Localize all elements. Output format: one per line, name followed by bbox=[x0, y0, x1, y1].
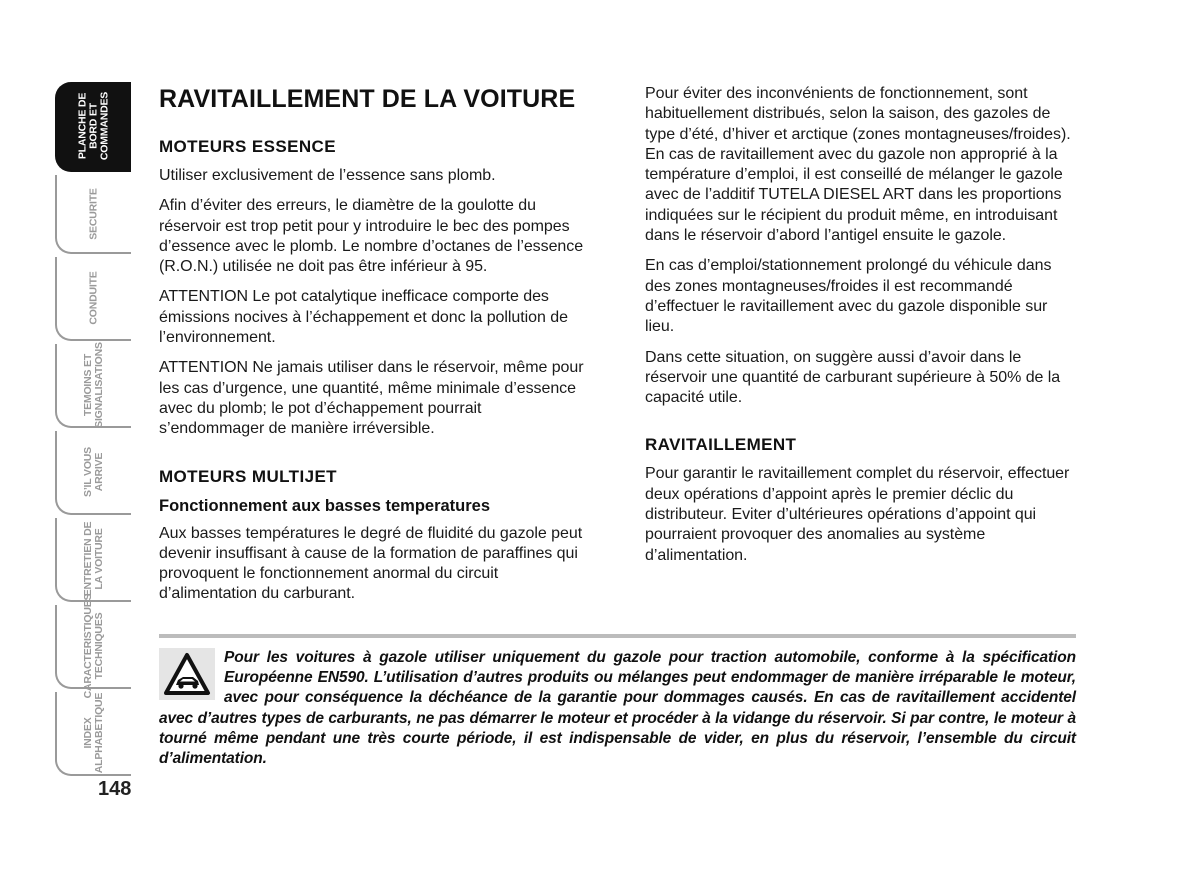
tab-label: ENTRETIEN DE LA VOITURE bbox=[82, 521, 105, 597]
warning-text: Pour les voitures à gazole utiliser uniquement du gazole pour traction automobile, conforme à la spécification Européenne EN590. L’utilisation d’autres produits ou mélanges peut endommager de manière irréparable le moteur, avec pour conséquence la déchéance de la garantie pour dommages causés. En cas de ravitaillement accidentel avec d’autres types de carburants, ne pas démarrer le moteur et procéder à la vidange du réservoir. Si par contre, le moteur à tourné même pendant une très courte période, il est indispensable de vider, en plus du réservoir, l’ensemble du circuit d’alimentation. bbox=[159, 649, 1076, 768]
paragraph: Aux basses températures le degré de fluidité du gazole peut devenir insuffisant à cause de la formation de paraffines qui provoquent le fonctionnement anormal du circuit d’alimentation du carburant. bbox=[159, 524, 583, 603]
tab-entretien[interactable] bbox=[55, 518, 131, 602]
paragraph: Utiliser exclusivement de l’essence sans plomb. bbox=[159, 167, 496, 184]
tab-label: S’IL VOUS ARRIVE bbox=[82, 447, 105, 497]
warning-box bbox=[159, 648, 1076, 769]
right-column bbox=[645, 84, 1077, 576]
tab-sil-vous-arrive[interactable] bbox=[55, 431, 131, 515]
tab-label: INDEX ALPHABETIQUE bbox=[82, 692, 105, 774]
tab-label: SECURITE bbox=[87, 187, 100, 240]
tab-label: CARACTERISTIQUES TECHNIQUES bbox=[82, 593, 105, 699]
tab-index[interactable] bbox=[55, 692, 131, 776]
section-heading-moteurs-multijet: MOTEURS MULTIJET bbox=[159, 466, 337, 486]
warning-car-triangle-icon bbox=[159, 648, 215, 700]
page-title: RAVITAILLEMENT DE LA VOITURE bbox=[159, 85, 576, 113]
section-tabs bbox=[55, 82, 131, 779]
paragraph: Pour garantir le ravitaillement complet du réservoir, effectuer deux opérations d’appoint après le premier déclic du distributeur. Eviter d’ultérieures opérations d’appoint qui pourraient provoquer des anomalies au système d’alimentation. bbox=[645, 465, 1070, 564]
tab-label: TEMOINS ET SIGNALISATIONS bbox=[82, 342, 105, 428]
page-number: 148 bbox=[98, 778, 132, 800]
tab-temoins[interactable] bbox=[55, 344, 131, 428]
tab-securite[interactable] bbox=[55, 175, 131, 254]
paragraph: Afin d’éviter des erreurs, le diamètre de la goulotte du réservoir est trop petit pour y introduire le bec des pompes d’essence avec le plomb. Le nombre d’octanes de l’essence (R.O.N.) utilisée ne doit pas être inférieur à 95. bbox=[159, 197, 584, 276]
tab-planche-de-bord[interactable] bbox=[55, 82, 131, 172]
tab-conduite[interactable] bbox=[55, 257, 131, 341]
warning-divider bbox=[159, 634, 1076, 638]
paragraph: Dans cette situation, on suggère aussi d’avoir dans le réservoir une quantité de carburant supérieure à 50% de la capacité utile. bbox=[645, 348, 1061, 407]
section-heading-moteurs-essence: MOTEURS ESSENCE bbox=[159, 137, 336, 156]
subheading-basses-temperatures: Fonctionnement aux basses temperatures bbox=[159, 496, 491, 515]
section-heading-ravitaillement: RAVITAILLEMENT bbox=[645, 435, 797, 455]
paragraph: Pour éviter des inconvénients de fonctionnement, sont habituellement distribués, selon la saison, des gazoles de type d’été, d’hiver et arctique (zones montagneuses/froides). En cas de ravitaillement avec du gazole non approprié à la température d’emploi, il est conseillé de mélanger le gazole avec de l’additif TUTELA DIESEL ART dans les proportions indiquées sur le récipient du produit même, en introduisant dans le réservoir d’abord l’antigel ensuite le gazole. bbox=[645, 85, 1071, 245]
paragraph: ATTENTION Le pot catalytique inefficace comporte des émissions nocives à l’échappement et donc la pollution de l’environnement. bbox=[159, 288, 568, 347]
left-column bbox=[159, 84, 591, 615]
tab-label: CONDUITE bbox=[87, 271, 100, 325]
paragraph: En cas d’emploi/stationnement prolongé du véhicule dans des zones montagneuses/froides il est recommandé d’effectuer le ravitaillement avec du gazole disponible sur lieu. bbox=[645, 257, 1052, 336]
tab-label: PLANCHE DE BORD ET COMMANDES bbox=[76, 91, 111, 161]
paragraph: ATTENTION Ne jamais utiliser dans le réservoir, même pour les cas d’urgence, une quantité, même minimale d’essence avec du plomb; le pot d’échappement pourrait s’endommager de manière irréversible. bbox=[159, 359, 584, 438]
tab-caracteristiques[interactable] bbox=[55, 593, 131, 699]
